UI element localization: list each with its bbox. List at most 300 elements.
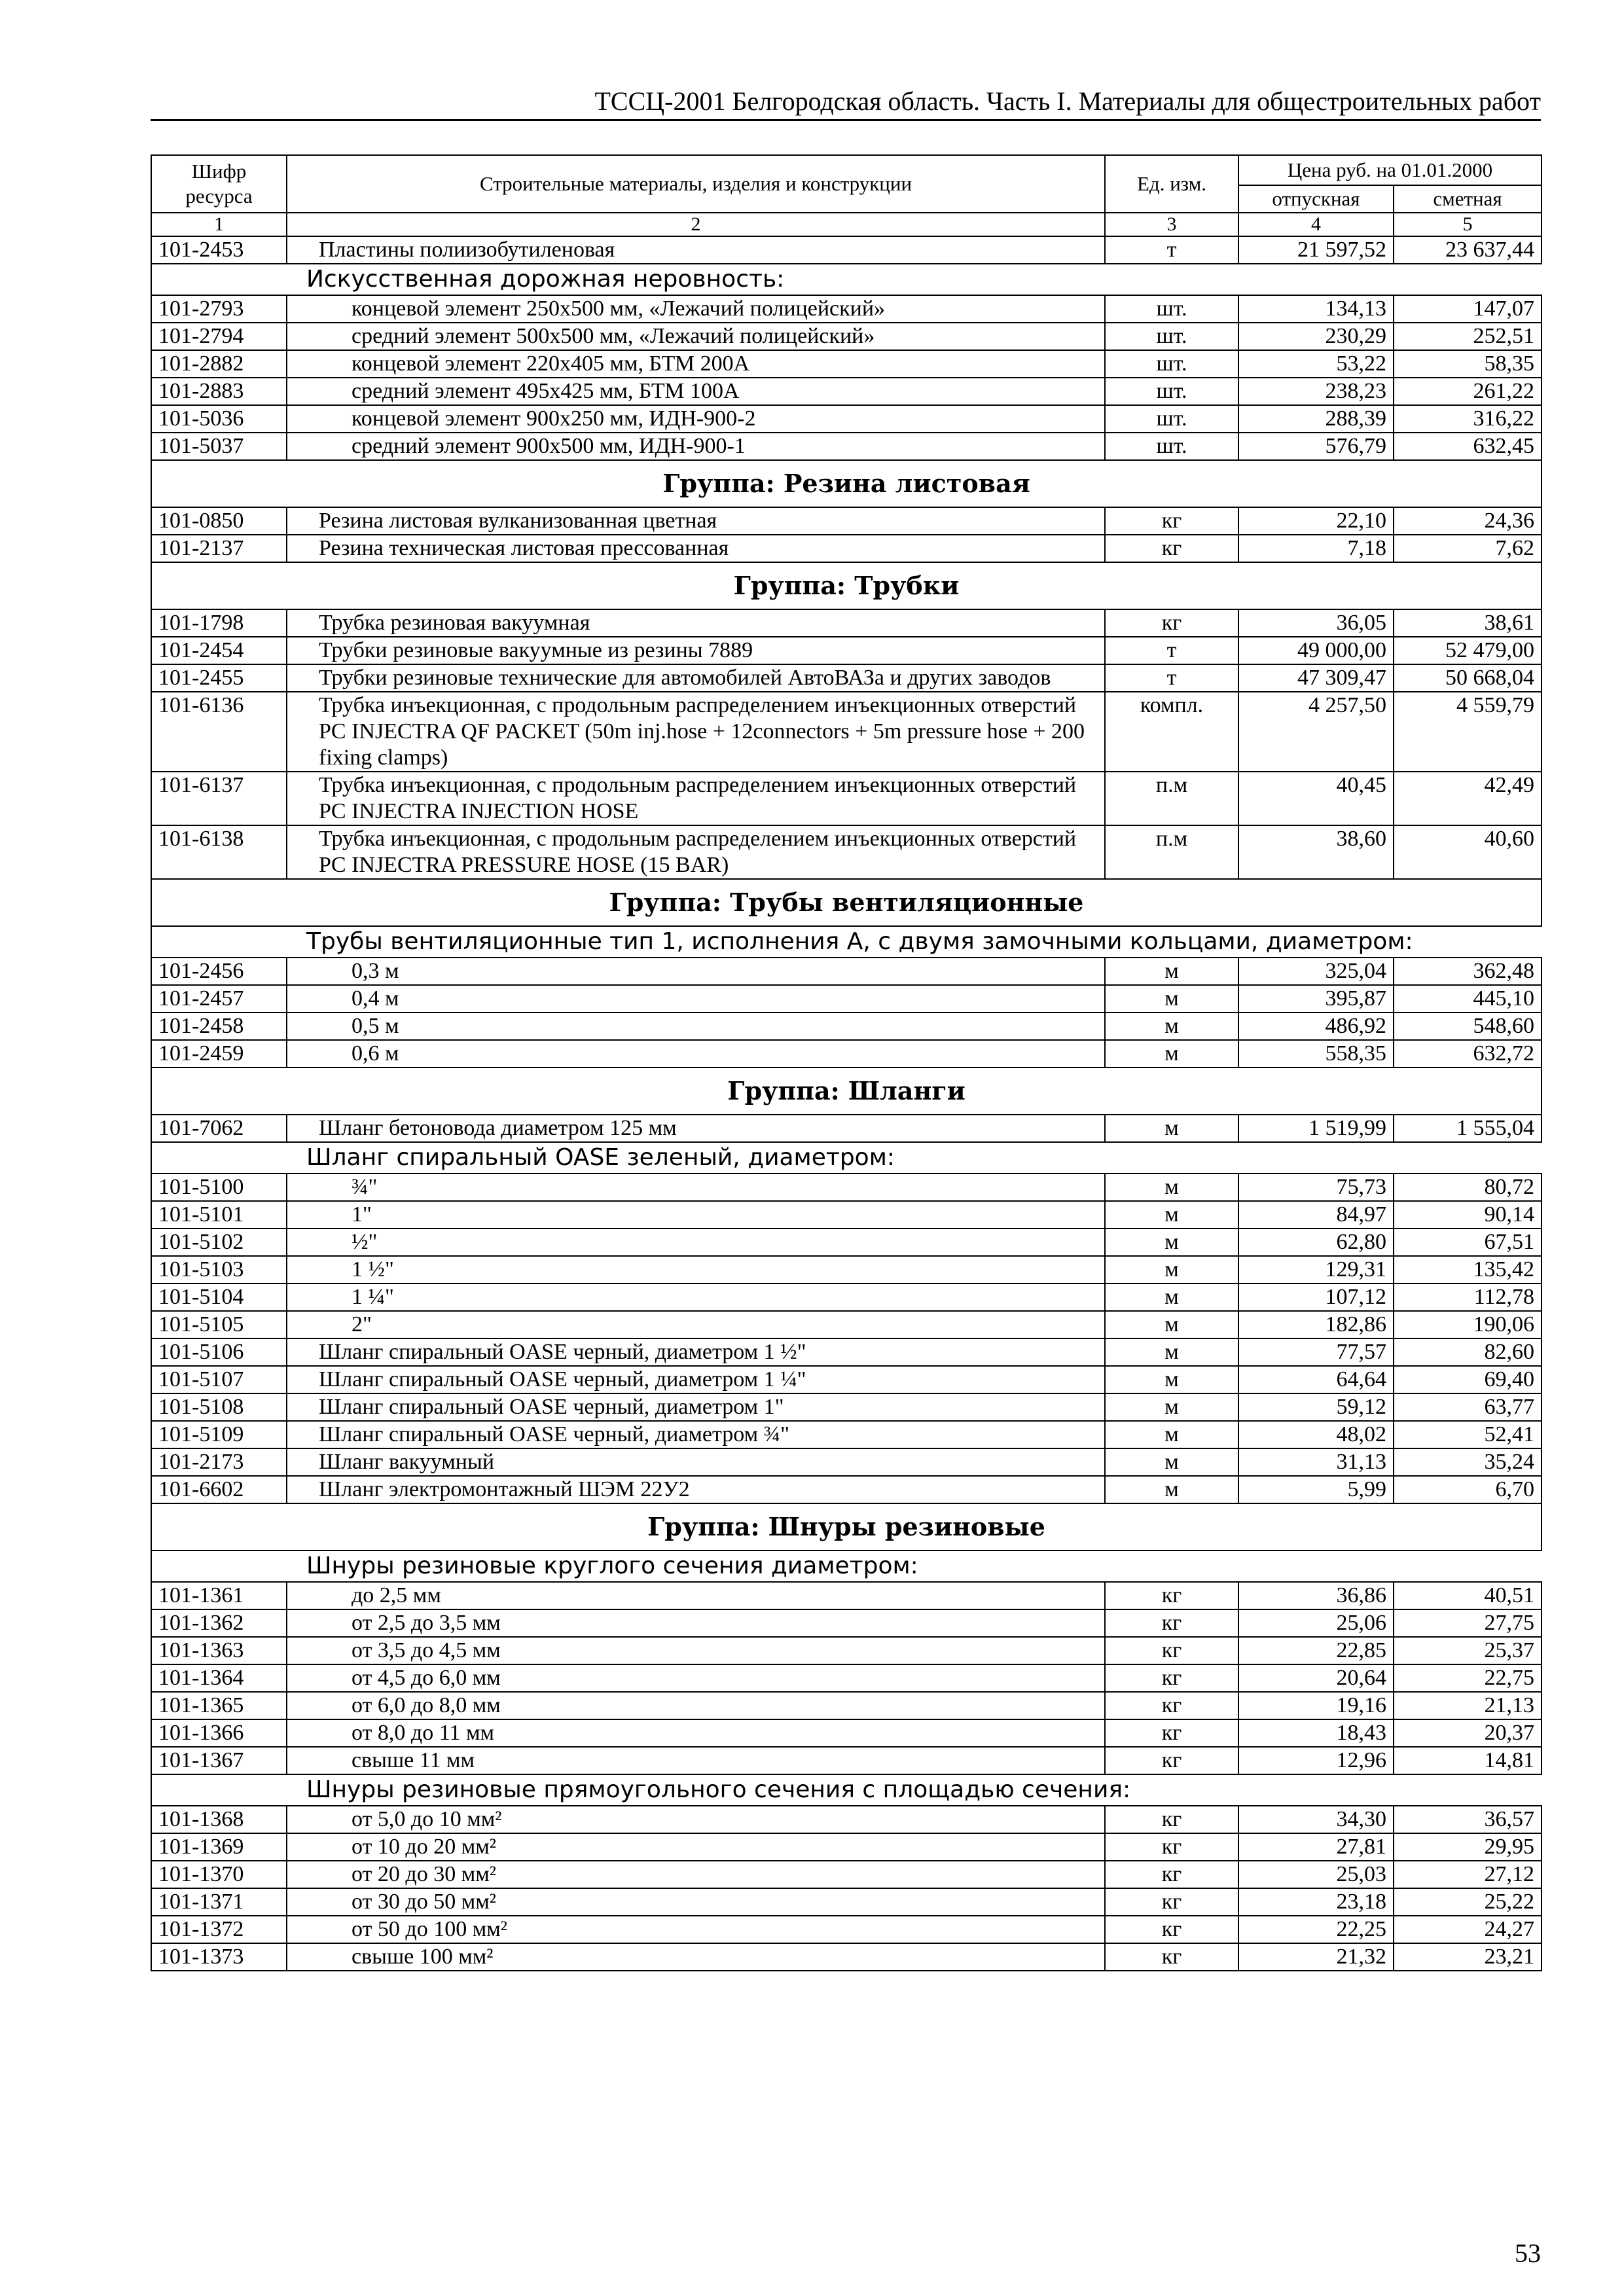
price-release: 238,23 bbox=[1238, 378, 1394, 405]
price-release: 84,97 bbox=[1238, 1201, 1394, 1229]
price-release: 31,13 bbox=[1238, 1448, 1394, 1476]
price-estimate: 52,41 bbox=[1394, 1421, 1542, 1448]
material-name: 0,5 м bbox=[287, 1013, 1105, 1040]
table-row bbox=[151, 1833, 1542, 1861]
unit-of-measure: кг bbox=[1105, 1692, 1238, 1719]
price-estimate: 316,22 bbox=[1394, 405, 1542, 433]
price-release: 77,57 bbox=[1238, 1338, 1394, 1366]
unit-of-measure: кг bbox=[1105, 507, 1238, 535]
price-release: 22,25 bbox=[1238, 1916, 1394, 1943]
resource-code: 101-1364 bbox=[151, 1664, 287, 1692]
unit-of-measure: м bbox=[1105, 985, 1238, 1013]
unit-of-measure: м bbox=[1105, 958, 1238, 985]
material-name: от 10 до 20 мм² bbox=[287, 1833, 1105, 1861]
price-estimate: 22,75 bbox=[1394, 1664, 1542, 1692]
price-release: 576,79 bbox=[1238, 433, 1394, 460]
unit-of-measure: м bbox=[1105, 1040, 1238, 1067]
section-heading-row bbox=[151, 264, 1542, 295]
resource-code: 101-6602 bbox=[151, 1476, 287, 1503]
price-estimate: 25,22 bbox=[1394, 1888, 1542, 1916]
table-row bbox=[151, 1040, 1542, 1067]
price-release: 25,03 bbox=[1238, 1861, 1394, 1888]
resource-code: 101-2793 bbox=[151, 295, 287, 323]
resource-code: 101-6138 bbox=[151, 825, 287, 879]
price-estimate: 24,36 bbox=[1394, 507, 1542, 535]
material-name: свыше 11 мм bbox=[287, 1747, 1105, 1774]
unit-of-measure: кг bbox=[1105, 1833, 1238, 1861]
resource-code: 101-2458 bbox=[151, 1013, 287, 1040]
price-release: 75,73 bbox=[1238, 1174, 1394, 1201]
resource-code: 101-2883 bbox=[151, 378, 287, 405]
table-row bbox=[151, 772, 1542, 825]
price-release: 7,18 bbox=[1238, 535, 1394, 562]
price-release: 25,06 bbox=[1238, 1609, 1394, 1637]
resource-code: 101-5101 bbox=[151, 1201, 287, 1229]
material-name: Шланг вакуумный bbox=[287, 1448, 1105, 1476]
price-release: 230,29 bbox=[1238, 323, 1394, 350]
unit-of-measure: кг bbox=[1105, 1582, 1238, 1609]
resource-code: 101-5108 bbox=[151, 1393, 287, 1421]
section-heading: Шланг спиральный OASE зеленый, диаметром: bbox=[151, 1142, 1542, 1174]
table-row bbox=[151, 1311, 1542, 1338]
table-row bbox=[151, 1888, 1542, 1916]
material-name: от 8,0 до 11 мм bbox=[287, 1719, 1105, 1747]
unit-of-measure: м bbox=[1105, 1256, 1238, 1283]
price-release: 4 257,50 bbox=[1238, 692, 1394, 772]
unit-of-measure: шт. bbox=[1105, 433, 1238, 460]
resource-code: 101-2459 bbox=[151, 1040, 287, 1067]
resource-code: 101-2457 bbox=[151, 985, 287, 1013]
table-row bbox=[151, 433, 1542, 460]
price-estimate: 362,48 bbox=[1394, 958, 1542, 985]
resource-code: 101-5107 bbox=[151, 1366, 287, 1393]
price-release: 107,12 bbox=[1238, 1283, 1394, 1311]
unit-of-measure: кг bbox=[1105, 1747, 1238, 1774]
section-heading: Искусственная дорожная неровность: bbox=[151, 264, 1542, 295]
material-name: 0,4 м bbox=[287, 985, 1105, 1013]
price-release: 21,32 bbox=[1238, 1943, 1394, 1971]
unit-of-measure: м bbox=[1105, 1421, 1238, 1448]
price-release: 23,18 bbox=[1238, 1888, 1394, 1916]
price-release: 20,64 bbox=[1238, 1664, 1394, 1692]
unit-of-measure: м bbox=[1105, 1311, 1238, 1338]
table-row bbox=[151, 1692, 1542, 1719]
material-name: Резина листовая вулканизованная цветная bbox=[287, 507, 1105, 535]
table-row bbox=[151, 323, 1542, 350]
material-name: 1 ¼" bbox=[287, 1283, 1105, 1311]
price-release: 64,64 bbox=[1238, 1366, 1394, 1393]
table-row bbox=[151, 1013, 1542, 1040]
unit-of-measure: кг bbox=[1105, 1943, 1238, 1971]
table-row bbox=[151, 1229, 1542, 1256]
material-name: Шланг электромонтажный ШЭМ 22У2 bbox=[287, 1476, 1105, 1503]
price-estimate: 69,40 bbox=[1394, 1366, 1542, 1393]
resource-code: 101-7062 bbox=[151, 1115, 287, 1142]
price-release: 36,05 bbox=[1238, 609, 1394, 637]
price-release: 19,16 bbox=[1238, 1692, 1394, 1719]
material-name: 0,3 м bbox=[287, 958, 1105, 985]
table-row bbox=[151, 350, 1542, 378]
header-rule bbox=[151, 119, 1541, 121]
price-release: 47 309,47 bbox=[1238, 664, 1394, 692]
table-row bbox=[151, 1393, 1542, 1421]
resource-code: 101-5106 bbox=[151, 1338, 287, 1366]
material-name: Шланг спиральный OASE черный, диаметром 1 ½" bbox=[287, 1338, 1105, 1366]
price-release: 27,81 bbox=[1238, 1833, 1394, 1861]
table-row bbox=[151, 637, 1542, 664]
price-estimate: 1 555,04 bbox=[1394, 1115, 1542, 1142]
header-code: Шифр ресурса bbox=[151, 155, 287, 213]
header-price-estimate: сметная bbox=[1394, 185, 1542, 213]
resource-code: 101-1370 bbox=[151, 1861, 287, 1888]
material-name: средний элемент 900х500 мм, ИДН-900-1 bbox=[287, 433, 1105, 460]
material-name: Трубка инъекционная, с продольным распределением инъекционных отверстий PC INJECTRA QF PACKET (50m inj.hose + 12connectors + 5m pressure hose + 200 fixing clamps) bbox=[287, 692, 1105, 772]
material-name: концевой элемент 900х250 мм, ИДН-900-2 bbox=[287, 405, 1105, 433]
price-release: 288,39 bbox=[1238, 405, 1394, 433]
resource-code: 101-1373 bbox=[151, 1943, 287, 1971]
group-heading-row bbox=[151, 1503, 1542, 1551]
resource-code: 101-1369 bbox=[151, 1833, 287, 1861]
price-estimate: 6,70 bbox=[1394, 1476, 1542, 1503]
unit-of-measure: т bbox=[1105, 664, 1238, 692]
material-name: Пластины полиизобутиленовая bbox=[287, 236, 1105, 264]
material-name: 2" bbox=[287, 1311, 1105, 1338]
unit-of-measure: шт. bbox=[1105, 295, 1238, 323]
price-estimate: 252,51 bbox=[1394, 323, 1542, 350]
unit-of-measure: шт. bbox=[1105, 405, 1238, 433]
table-row bbox=[151, 1806, 1542, 1833]
unit-of-measure: кг bbox=[1105, 1806, 1238, 1833]
table-row bbox=[151, 1719, 1542, 1747]
column-index: 4 bbox=[1238, 213, 1394, 236]
material-name: от 50 до 100 мм² bbox=[287, 1916, 1105, 1943]
table-row bbox=[151, 535, 1542, 562]
price-release: 59,12 bbox=[1238, 1393, 1394, 1421]
price-estimate: 4 559,79 bbox=[1394, 692, 1542, 772]
price-estimate: 548,60 bbox=[1394, 1013, 1542, 1040]
section-heading-row bbox=[151, 1774, 1542, 1806]
material-name: от 5,0 до 10 мм² bbox=[287, 1806, 1105, 1833]
section-heading: Трубы вентиляционные тип 1, исполнения А, с двумя замочными кольцами, диаметром: bbox=[151, 926, 1542, 958]
table-header bbox=[151, 155, 1542, 236]
section-heading-row bbox=[151, 926, 1542, 958]
resource-code: 101-2456 bbox=[151, 958, 287, 985]
page-number: 53 bbox=[1515, 2238, 1541, 2268]
unit-of-measure: м bbox=[1105, 1448, 1238, 1476]
table-row bbox=[151, 1916, 1542, 1943]
resource-code: 101-1798 bbox=[151, 609, 287, 637]
price-release: 5,99 bbox=[1238, 1476, 1394, 1503]
material-name: Шланг спиральный OASE черный, диаметром 1 ¼" bbox=[287, 1366, 1105, 1393]
price-release: 325,04 bbox=[1238, 958, 1394, 985]
price-estimate: 58,35 bbox=[1394, 350, 1542, 378]
price-estimate: 190,06 bbox=[1394, 1311, 1542, 1338]
group-heading: Группа: Трубы вентиляционные bbox=[151, 879, 1542, 926]
resource-code: 101-2137 bbox=[151, 535, 287, 562]
unit-of-measure: м bbox=[1105, 1476, 1238, 1503]
material-name: Трубки резиновые вакуумные из резины 7889 bbox=[287, 637, 1105, 664]
unit-of-measure: компл. bbox=[1105, 692, 1238, 772]
price-estimate: 38,61 bbox=[1394, 609, 1542, 637]
resource-code: 101-5109 bbox=[151, 1421, 287, 1448]
material-name: Шланг бетоновода диаметром 125 мм bbox=[287, 1115, 1105, 1142]
material-name: концевой элемент 220х405 мм, БТМ 200А bbox=[287, 350, 1105, 378]
price-estimate: 42,49 bbox=[1394, 772, 1542, 825]
price-release: 53,22 bbox=[1238, 350, 1394, 378]
resource-code: 101-1362 bbox=[151, 1609, 287, 1637]
price-estimate: 445,10 bbox=[1394, 985, 1542, 1013]
price-estimate: 80,72 bbox=[1394, 1174, 1542, 1201]
unit-of-measure: м bbox=[1105, 1201, 1238, 1229]
material-name: свыше 100 мм² bbox=[287, 1943, 1105, 1971]
price-estimate: 67,51 bbox=[1394, 1229, 1542, 1256]
price-release: 49 000,00 bbox=[1238, 637, 1394, 664]
material-name: от 6,0 до 8,0 мм bbox=[287, 1692, 1105, 1719]
price-estimate: 52 479,00 bbox=[1394, 637, 1542, 664]
table-row bbox=[151, 1747, 1542, 1774]
resource-code: 101-5102 bbox=[151, 1229, 287, 1256]
resource-code: 101-1363 bbox=[151, 1637, 287, 1664]
price-estimate: 35,24 bbox=[1394, 1448, 1542, 1476]
column-index: 1 bbox=[151, 213, 287, 236]
table-row bbox=[151, 1174, 1542, 1201]
resource-code: 101-2453 bbox=[151, 236, 287, 264]
resource-code: 101-1371 bbox=[151, 1888, 287, 1916]
material-name: Трубка инъекционная, с продольным распределением инъекционных отверстий PC INJECTRA PRESSURE HOSE (15 BAR) bbox=[287, 825, 1105, 879]
price-release: 12,96 bbox=[1238, 1747, 1394, 1774]
price-estimate: 632,45 bbox=[1394, 433, 1542, 460]
price-estimate: 27,12 bbox=[1394, 1861, 1542, 1888]
price-estimate: 261,22 bbox=[1394, 378, 1542, 405]
table-row bbox=[151, 1943, 1542, 1971]
price-estimate: 20,37 bbox=[1394, 1719, 1542, 1747]
resource-code: 101-5103 bbox=[151, 1256, 287, 1283]
resource-code: 101-1367 bbox=[151, 1747, 287, 1774]
unit-of-measure: шт. bbox=[1105, 350, 1238, 378]
material-name: Шланг спиральный OASE черный, диаметром ¾" bbox=[287, 1421, 1105, 1448]
column-index: 2 bbox=[287, 213, 1105, 236]
price-release: 22,85 bbox=[1238, 1637, 1394, 1664]
unit-of-measure: кг bbox=[1105, 1664, 1238, 1692]
group-heading-row bbox=[151, 879, 1542, 926]
unit-of-measure: кг bbox=[1105, 1861, 1238, 1888]
table-row bbox=[151, 236, 1542, 264]
group-heading-row bbox=[151, 1067, 1542, 1115]
material-name: Резина техническая листовая прессованная bbox=[287, 535, 1105, 562]
material-name: Трубка инъекционная, с продольным распределением инъекционных отверстий PC INJECTRA INJECTION HOSE bbox=[287, 772, 1105, 825]
resource-code: 101-6136 bbox=[151, 692, 287, 772]
price-estimate: 90,14 bbox=[1394, 1201, 1542, 1229]
price-release: 34,30 bbox=[1238, 1806, 1394, 1833]
unit-of-measure: шт. bbox=[1105, 323, 1238, 350]
table-row bbox=[151, 1283, 1542, 1311]
material-name: средний элемент 495х425 мм, БТМ 100А bbox=[287, 378, 1105, 405]
unit-of-measure: м bbox=[1105, 1013, 1238, 1040]
table-row bbox=[151, 1861, 1542, 1888]
material-name: средний элемент 500х500 мм, «Лежачий полицейский» bbox=[287, 323, 1105, 350]
table-row bbox=[151, 825, 1542, 879]
price-estimate: 24,27 bbox=[1394, 1916, 1542, 1943]
table-row bbox=[151, 664, 1542, 692]
resource-code: 101-5105 bbox=[151, 1311, 287, 1338]
table-body bbox=[151, 236, 1542, 1971]
table-row bbox=[151, 1366, 1542, 1393]
table-row bbox=[151, 609, 1542, 637]
table-row bbox=[151, 1115, 1542, 1142]
table-row bbox=[151, 1256, 1542, 1283]
price-release: 182,86 bbox=[1238, 1311, 1394, 1338]
unit-of-measure: кг bbox=[1105, 1609, 1238, 1637]
unit-of-measure: т bbox=[1105, 236, 1238, 264]
unit-of-measure: кг bbox=[1105, 1888, 1238, 1916]
price-estimate: 27,75 bbox=[1394, 1609, 1542, 1637]
resource-code: 101-5036 bbox=[151, 405, 287, 433]
price-release: 22,10 bbox=[1238, 507, 1394, 535]
price-table bbox=[151, 154, 1542, 1971]
page-header-title: ТССЦ-2001 Белгородская область. Часть I. Материалы для общестроительных работ bbox=[594, 86, 1541, 116]
resource-code: 101-1368 bbox=[151, 1806, 287, 1833]
price-release: 395,87 bbox=[1238, 985, 1394, 1013]
price-estimate: 147,07 bbox=[1394, 295, 1542, 323]
price-estimate: 14,81 bbox=[1394, 1747, 1542, 1774]
resource-code: 101-1365 bbox=[151, 1692, 287, 1719]
price-release: 486,92 bbox=[1238, 1013, 1394, 1040]
price-release: 40,45 bbox=[1238, 772, 1394, 825]
material-name: концевой элемент 250х500 мм, «Лежачий полицейский» bbox=[287, 295, 1105, 323]
material-name: от 30 до 50 мм² bbox=[287, 1888, 1105, 1916]
section-heading: Шнуры резиновые прямоугольного сечения с площадью сечения: bbox=[151, 1774, 1542, 1806]
unit-of-measure: кг bbox=[1105, 1719, 1238, 1747]
unit-of-measure: м bbox=[1105, 1174, 1238, 1201]
resource-code: 101-2882 bbox=[151, 350, 287, 378]
group-heading-row bbox=[151, 562, 1542, 609]
price-table-container bbox=[151, 154, 1541, 1971]
price-estimate: 40,51 bbox=[1394, 1582, 1542, 1609]
material-name: Трубки резиновые технические для автомобилей АвтоВАЗа и других заводов bbox=[287, 664, 1105, 692]
header-unit: Ед. изм. bbox=[1105, 155, 1238, 213]
table-row bbox=[151, 692, 1542, 772]
unit-of-measure: п.м bbox=[1105, 825, 1238, 879]
resource-code: 101-1366 bbox=[151, 1719, 287, 1747]
resource-code: 101-2455 bbox=[151, 664, 287, 692]
resource-code: 101-2173 bbox=[151, 1448, 287, 1476]
material-name: до 2,5 мм bbox=[287, 1582, 1105, 1609]
unit-of-measure: м bbox=[1105, 1283, 1238, 1311]
group-heading: Группа: Шланги bbox=[151, 1067, 1542, 1115]
column-index: 5 bbox=[1394, 213, 1542, 236]
table-row bbox=[151, 378, 1542, 405]
table-row bbox=[151, 1609, 1542, 1637]
table-row bbox=[151, 985, 1542, 1013]
table-row bbox=[151, 958, 1542, 985]
table-row bbox=[151, 1582, 1542, 1609]
resource-code: 101-2454 bbox=[151, 637, 287, 664]
unit-of-measure: кг bbox=[1105, 1637, 1238, 1664]
unit-of-measure: кг bbox=[1105, 535, 1238, 562]
table-row bbox=[151, 1421, 1542, 1448]
resource-code: 101-1361 bbox=[151, 1582, 287, 1609]
price-estimate: 50 668,04 bbox=[1394, 664, 1542, 692]
header-price-group: Цена руб. на 01.01.2000 bbox=[1238, 155, 1542, 185]
material-name: ¾" bbox=[287, 1174, 1105, 1201]
resource-code: 101-6137 bbox=[151, 772, 287, 825]
unit-of-measure: м bbox=[1105, 1115, 1238, 1142]
price-estimate: 40,60 bbox=[1394, 825, 1542, 879]
material-name: от 4,5 до 6,0 мм bbox=[287, 1664, 1105, 1692]
price-estimate: 29,95 bbox=[1394, 1833, 1542, 1861]
unit-of-measure: шт. bbox=[1105, 378, 1238, 405]
table-row bbox=[151, 507, 1542, 535]
unit-of-measure: м bbox=[1105, 1366, 1238, 1393]
material-name: 1 ½" bbox=[287, 1256, 1105, 1283]
material-name: ½" bbox=[287, 1229, 1105, 1256]
table-row bbox=[151, 1664, 1542, 1692]
material-name: 1" bbox=[287, 1201, 1105, 1229]
unit-of-measure: м bbox=[1105, 1338, 1238, 1366]
material-name: Шланг спиральный OASE черный, диаметром 1" bbox=[287, 1393, 1105, 1421]
section-heading-row bbox=[151, 1142, 1542, 1174]
price-release: 38,60 bbox=[1238, 825, 1394, 879]
table-row bbox=[151, 295, 1542, 323]
price-estimate: 63,77 bbox=[1394, 1393, 1542, 1421]
unit-of-measure: м bbox=[1105, 1229, 1238, 1256]
material-name: от 2,5 до 3,5 мм bbox=[287, 1609, 1105, 1637]
section-heading-row bbox=[151, 1551, 1542, 1582]
table-row bbox=[151, 1201, 1542, 1229]
price-estimate: 632,72 bbox=[1394, 1040, 1542, 1067]
price-estimate: 135,42 bbox=[1394, 1256, 1542, 1283]
price-estimate: 112,78 bbox=[1394, 1283, 1542, 1311]
price-release: 1 519,99 bbox=[1238, 1115, 1394, 1142]
resource-code: 101-5037 bbox=[151, 433, 287, 460]
group-heading: Группа: Резина листовая bbox=[151, 460, 1542, 507]
price-release: 129,31 bbox=[1238, 1256, 1394, 1283]
resource-code: 101-5100 bbox=[151, 1174, 287, 1201]
table-row bbox=[151, 405, 1542, 433]
column-index-row bbox=[151, 213, 1542, 236]
table-row bbox=[151, 1637, 1542, 1664]
price-release: 18,43 bbox=[1238, 1719, 1394, 1747]
price-estimate: 82,60 bbox=[1394, 1338, 1542, 1366]
price-release: 21 597,52 bbox=[1238, 236, 1394, 264]
price-estimate: 36,57 bbox=[1394, 1806, 1542, 1833]
section-heading: Шнуры резиновые круглого сечения диаметром: bbox=[151, 1551, 1542, 1582]
price-estimate: 23,21 bbox=[1394, 1943, 1542, 1971]
header-name: Строительные материалы, изделия и конструкции bbox=[287, 155, 1105, 213]
unit-of-measure: кг bbox=[1105, 609, 1238, 637]
material-name: 0,6 м bbox=[287, 1040, 1105, 1067]
resource-code: 101-2794 bbox=[151, 323, 287, 350]
price-estimate: 23 637,44 bbox=[1394, 236, 1542, 264]
column-index: 3 bbox=[1105, 213, 1238, 236]
unit-of-measure: кг bbox=[1105, 1916, 1238, 1943]
material-name: от 3,5 до 4,5 мм bbox=[287, 1637, 1105, 1664]
table-row bbox=[151, 1476, 1542, 1503]
unit-of-measure: м bbox=[1105, 1393, 1238, 1421]
unit-of-measure: т bbox=[1105, 637, 1238, 664]
material-name: Трубка резиновая вакуумная bbox=[287, 609, 1105, 637]
price-release: 558,35 bbox=[1238, 1040, 1394, 1067]
price-estimate: 21,13 bbox=[1394, 1692, 1542, 1719]
price-estimate: 7,62 bbox=[1394, 535, 1542, 562]
price-release: 62,80 bbox=[1238, 1229, 1394, 1256]
group-heading: Группа: Шнуры резиновые bbox=[151, 1503, 1542, 1551]
resource-code: 101-1372 bbox=[151, 1916, 287, 1943]
unit-of-measure: п.м bbox=[1105, 772, 1238, 825]
price-release: 36,86 bbox=[1238, 1582, 1394, 1609]
header-price-release: отпускная bbox=[1238, 185, 1394, 213]
table-row bbox=[151, 1338, 1542, 1366]
